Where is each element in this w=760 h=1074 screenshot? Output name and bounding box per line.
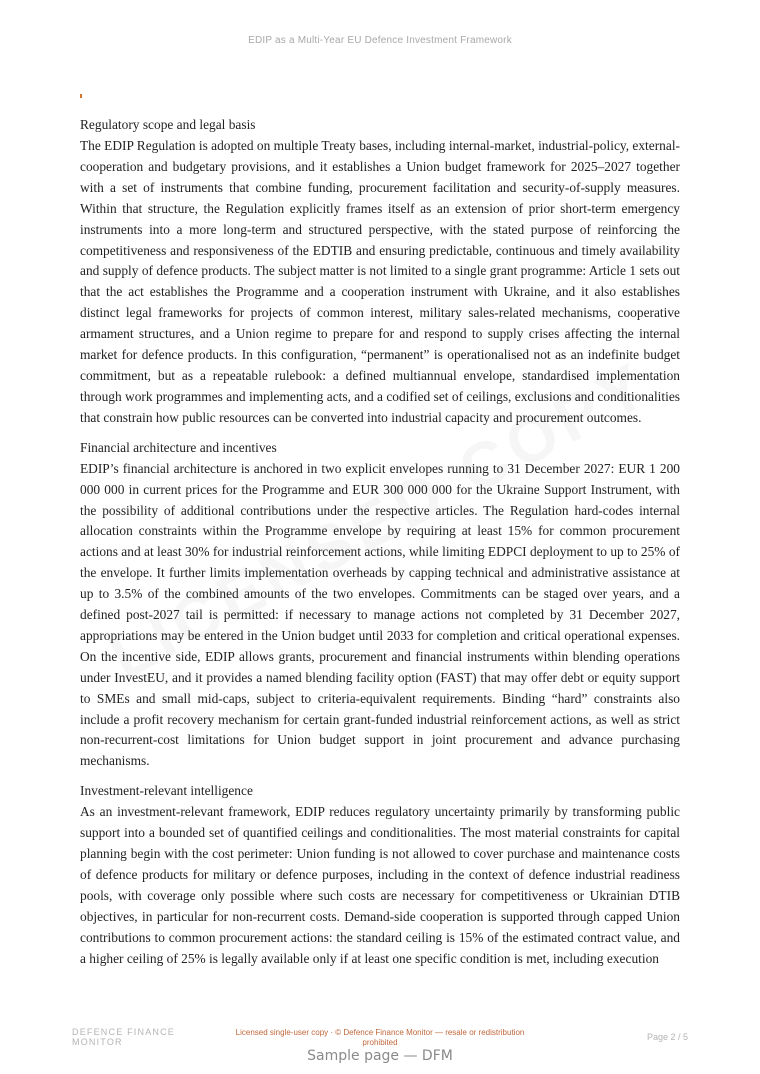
section-paragraph: As an investment-relevant framework, EDIP reduces regulatory uncertainty primarily by transforming public support into a bounded set of quantified ceilings and conditionalities. The most material constraints for capital planning begin with the cost perimeter: Union funding is not allowed to cover purchase and maintenance costs of defence products for military or defence purposes, including in the context of defence industrial readiness pools, with coverage only possible where such costs are necessary for competitiveness or Ukrainian DTIB objectives, in particular for non-recurrent costs. Demand-side cooperation is supported through capped Union contributions to common procurement actions: the standard ceiling is 15% of the estimated contract value, and a higher ceiling of 25% is legally available only if at least one specific condition is met, including execution (80, 804, 680, 966)
publisher-name-line: DEFENCE FINANCE (72, 1027, 176, 1037)
section-heading: Regulatory scope and legal basis (80, 117, 256, 132)
section-regulatory-scope (80, 115, 680, 429)
accent-mark (80, 94, 82, 98)
section-heading: Financial architecture and incentives (80, 439, 277, 455)
document-body (80, 115, 680, 979)
license-notice-line: prohibited (362, 1038, 398, 1047)
section-heading: Investment-relevant intelligence (80, 783, 253, 799)
publisher-name (72, 1027, 202, 1047)
section-financial-architecture (80, 438, 680, 773)
running-header: EDIP as a Multi-Year EU Defence Investment Framework (248, 35, 512, 46)
sample-caption: Sample page — DFM (307, 1048, 453, 1064)
license-notice-line: Licensed single-user copy · © Defence Finance Monitor — resale or redistribution (235, 1028, 525, 1037)
page-number: Page 2 / 5 (646, 1032, 688, 1042)
section-paragraph: EDIP’s financial architecture is anchored in two explicit envelopes running to 31 December 2027: EUR 1 200 000 000 in current prices for the Programme and EUR 300 000 000 for the Ukraine Support Instrument, with the possibility of additional contributions under the respective articles. The Regulation hard-codes internal allocation constraints within the Programme envelope by requiring at least 15% for common procurement actions and at least 30% for industrial reinforcement actions, while limiting EDPCI deployment to up to 25% of the envelope. It further limits implementation overheads by capping technical and administrative assistance at up to 3.5% of the combined amounts of the two envelopes. Commitments can be staged over years, and a defined post-2027 tail is permitted: if necessary to manage actions not completed by 31 December 2027, appropriations may be entered in the Union budget until 2033 for completion and critical operational expenses. On the incentive side, EDIP allows grants, procurement and financial instruments within blending operations under InvestEU, and it provides a named blending facility option (FAST) that may offer debt or equity support to SMEs and small mid-caps, subject to criteria-equivalent requirements. Binding “hard” constraints also include a profit recovery mechanism for certain grant-funded industrial reinforcement actions, as well as strict non-recurrent-cost limitations for Union budget support in joint procurement and advance purchasing mechanisms. (80, 460, 680, 769)
section-investment-intelligence (80, 781, 680, 969)
publisher-name-line: MONITOR (72, 1037, 123, 1047)
license-notice (220, 1028, 540, 1048)
section-paragraph: The EDIP Regulation is adopted on multiple Treaty bases, including internal-market, industrial-policy, external-cooperation and budgetary provisions, and it establishes a Union budget framework for 2025–2027 together with a set of instruments that combine funding, procurement facilitation and security-of-supply measures. Within that structure, the Regulation explicitly frames itself as an extension of prior short-term emergency instruments into a more long-term and structured perspective, with the stated purpose of reinforcing the competitiveness and responsiveness of the EDTIB and ensuring predictable, continuous and timely availability and supply of defence products. The subject matter is not limited to a single grant programme: Article 1 sets out that the act establishes the Programme and a cooperation instrument with Ukraine, and it also establishes distinct legal frameworks for projects of common interest, military sales-related mechanisms, cooperative armament structures, and a Union regime to prepare for and respond to supply crises affecting the internal market for defence products. In this configuration, “permanent” is operationalised not as an indefinite budget commitment, but as a repeatable rulebook: a defined multiannual envelope, standardised implementation through work programmes and implementing acts, and a codified set of ceilings, exclusions and conditionalities that constrain how public resources can be converted into industrial capacity and procurement outcomes. (80, 138, 680, 425)
